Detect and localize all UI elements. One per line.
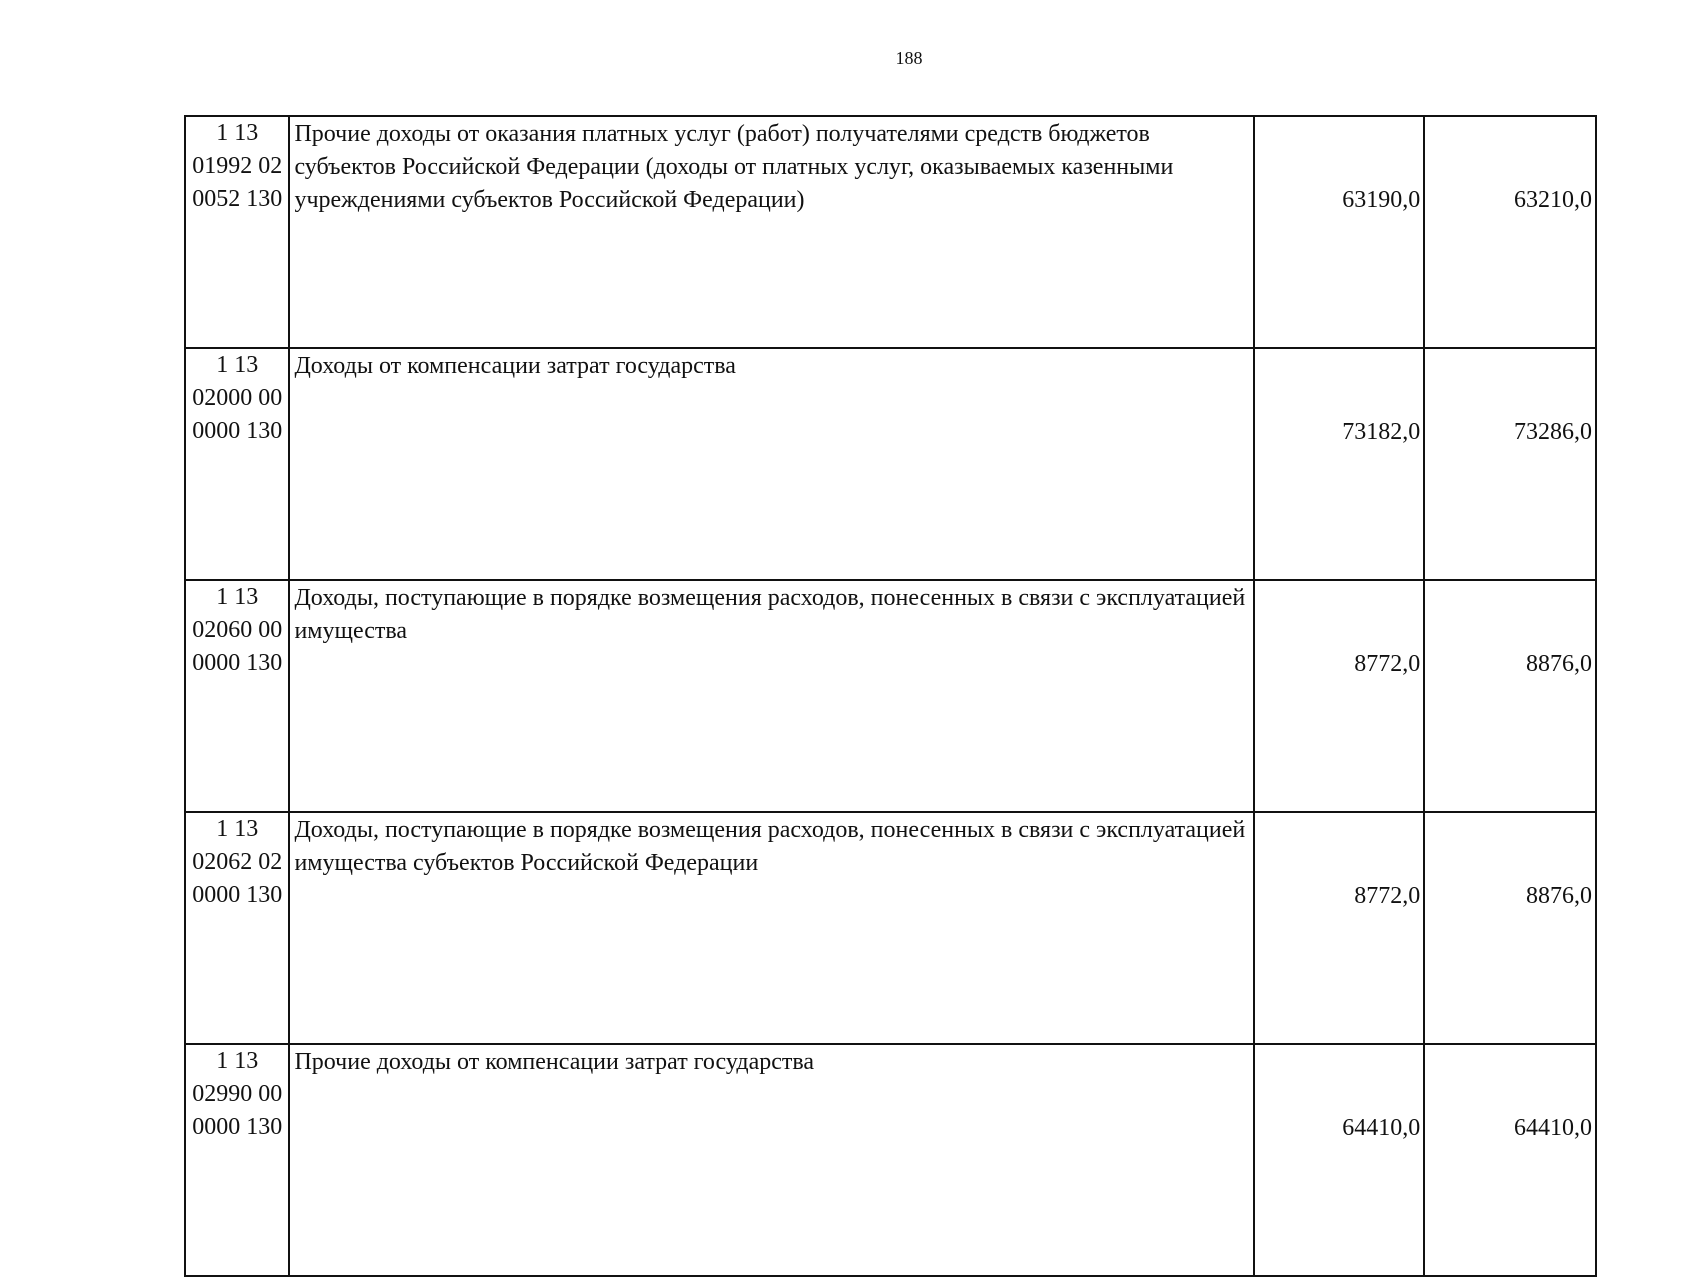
code-cell (185, 348, 289, 580)
code-line: 01992 02 (192, 153, 283, 179)
code-line: 02060 00 (192, 617, 283, 643)
budget-table (184, 115, 1597, 1277)
code-cell (185, 580, 289, 812)
code-line: 02990 00 (192, 1081, 283, 1107)
code-line: 0000 130 (192, 418, 283, 444)
code-line: 1 13 (216, 816, 259, 842)
table-row (185, 1044, 1596, 1276)
value-cell-1: 73182,0 (1254, 348, 1425, 580)
value-cell-1: 63190,0 (1254, 116, 1425, 348)
description-cell: Доходы, поступающие в порядке возмещения расходов, понесенных в связи с эксплуатацией имущества (289, 580, 1253, 812)
table-row (185, 580, 1596, 812)
code-line: 1 13 (216, 584, 259, 610)
value-cell-2: 8876,0 (1424, 812, 1596, 1044)
code-line: 1 13 (216, 120, 259, 146)
code-line: 02062 02 (192, 849, 283, 875)
code-line: 0052 130 (192, 186, 283, 212)
table-row (185, 116, 1596, 348)
code-line: 02000 00 (192, 385, 283, 411)
value-cell-1: 64410,0 (1254, 1044, 1425, 1276)
table-row (185, 348, 1596, 580)
code-cell (185, 1044, 289, 1276)
code-line: 1 13 (216, 352, 259, 378)
value-cell-2: 8876,0 (1424, 580, 1596, 812)
code-line: 1 13 (216, 1048, 259, 1074)
description-cell: Доходы, поступающие в порядке возмещения расходов, понесенных в связи с эксплуатацией имущества субъектов Российской Федерации (289, 812, 1253, 1044)
code-cell (185, 812, 289, 1044)
code-cell (185, 116, 289, 348)
table-row (185, 812, 1596, 1044)
code-line: 0000 130 (192, 650, 283, 676)
value-cell-1: 8772,0 (1254, 812, 1425, 1044)
page-number: 188 (895, 48, 923, 68)
description-cell: Доходы от компенсации затрат государства (289, 348, 1253, 580)
value-cell-2: 73286,0 (1424, 348, 1596, 580)
description-cell: Прочие доходы от компенсации затрат государства (289, 1044, 1253, 1276)
description-cell: Прочие доходы от оказания платных услуг (работ) получателями средств бюджетов субъектов Российской Федерации (доходы от платных услуг, оказываемых казенными учреждениями субъектов Российской Федерации) (289, 116, 1253, 348)
value-cell-2: 64410,0 (1424, 1044, 1596, 1276)
value-cell-1: 8772,0 (1254, 580, 1425, 812)
code-line: 0000 130 (192, 1114, 283, 1140)
code-line: 0000 130 (192, 882, 283, 908)
value-cell-2: 63210,0 (1424, 116, 1596, 348)
